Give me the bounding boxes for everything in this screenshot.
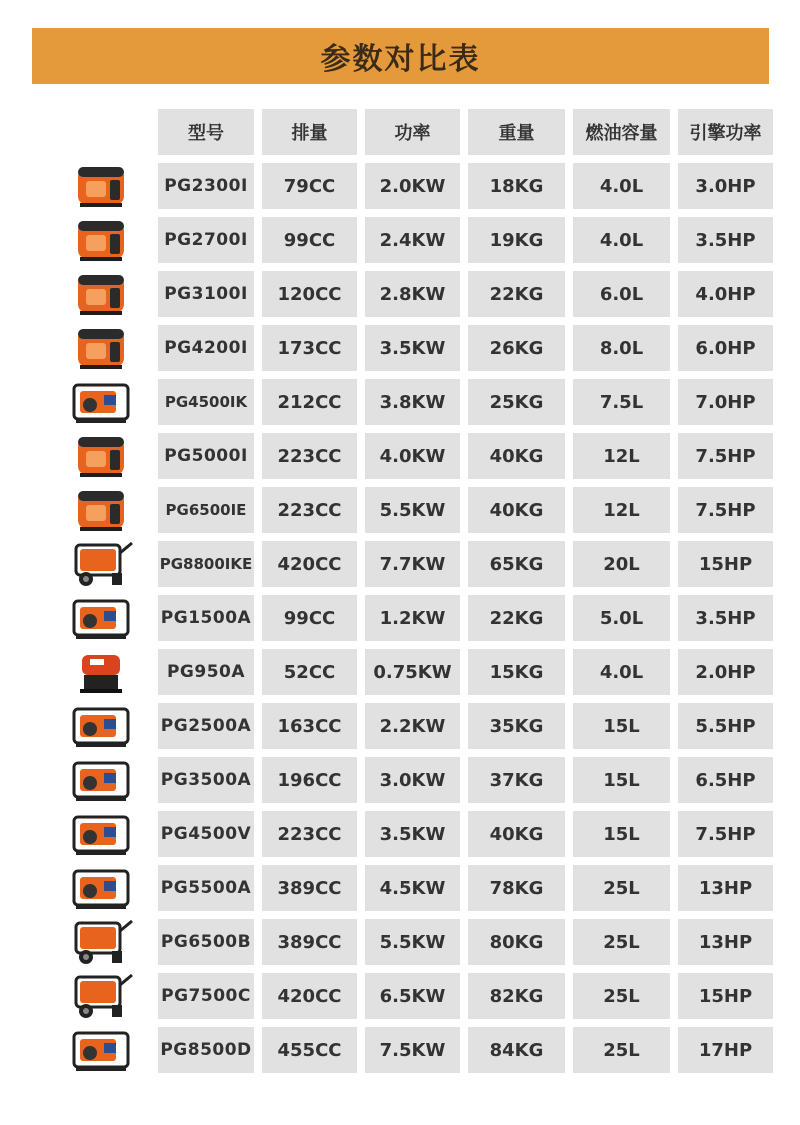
cell-fuel-capacity: 25L xyxy=(573,865,670,911)
header-displacement: 排量 xyxy=(262,109,357,155)
cell-fuel-capacity: 8.0L xyxy=(573,325,670,371)
cell-fuel-capacity: 20L xyxy=(573,541,670,587)
cell-model: PG1500A xyxy=(158,595,254,641)
cell-displacement: 99CC xyxy=(262,595,357,641)
cell-displacement: 163CC xyxy=(262,703,357,749)
cell-power: 3.0KW xyxy=(365,757,460,803)
inverter-generator-icon xyxy=(66,269,136,319)
cell-fuel-capacity: 5.0L xyxy=(573,595,670,641)
inverter-generator-icon xyxy=(66,485,136,535)
wheeled-generator-icon xyxy=(66,539,136,589)
cell-fuel-capacity: 15L xyxy=(573,811,670,857)
open-frame-generator-icon xyxy=(66,755,136,805)
cell-model: PG5000I xyxy=(158,433,254,479)
cell-model: PG2700I xyxy=(158,217,254,263)
cell-displacement: 223CC xyxy=(262,433,357,479)
header-engine-power: 引擎功率 xyxy=(678,109,773,155)
cell-power: 5.5KW xyxy=(365,487,460,533)
open-frame-generator-icon xyxy=(66,593,136,643)
cell-model: PG4500V xyxy=(158,811,254,857)
cell-power: 2.0KW xyxy=(365,163,460,209)
cell-weight: 22KG xyxy=(468,271,565,317)
comparison-table xyxy=(158,109,773,1073)
cell-fuel-capacity: 25L xyxy=(573,1027,670,1073)
cell-fuel-capacity: 4.0L xyxy=(573,649,670,695)
wheeled-generator-icon xyxy=(66,917,136,967)
cell-engine-power: 13HP xyxy=(678,865,773,911)
cell-power: 2.8KW xyxy=(365,271,460,317)
cell-weight: 78KG xyxy=(468,865,565,911)
cell-power: 1.2KW xyxy=(365,595,460,641)
cell-displacement: 389CC xyxy=(262,919,357,965)
cell-engine-power: 17HP xyxy=(678,1027,773,1073)
open-frame-generator-icon xyxy=(66,863,136,913)
cell-power: 3.5KW xyxy=(365,811,460,857)
cell-displacement: 223CC xyxy=(262,487,357,533)
cell-engine-power: 3.0HP xyxy=(678,163,773,209)
cell-weight: 15KG xyxy=(468,649,565,695)
cell-power: 2.4KW xyxy=(365,217,460,263)
header-weight: 重量 xyxy=(468,109,565,155)
cell-fuel-capacity: 4.0L xyxy=(573,163,670,209)
cell-power: 7.5KW xyxy=(365,1027,460,1073)
cell-displacement: 455CC xyxy=(262,1027,357,1073)
cell-weight: 40KG xyxy=(468,433,565,479)
cell-displacement: 223CC xyxy=(262,811,357,857)
cell-fuel-capacity: 12L xyxy=(573,487,670,533)
cell-fuel-capacity: 7.5L xyxy=(573,379,670,425)
cell-model: PG3500A xyxy=(158,757,254,803)
cell-displacement: 79CC xyxy=(262,163,357,209)
cell-power: 4.0KW xyxy=(365,433,460,479)
mini-generator-icon xyxy=(66,647,136,697)
cell-engine-power: 13HP xyxy=(678,919,773,965)
cell-power: 3.8KW xyxy=(365,379,460,425)
cell-displacement: 389CC xyxy=(262,865,357,911)
cell-model: PG3100I xyxy=(158,271,254,317)
cell-engine-power: 3.5HP xyxy=(678,217,773,263)
open-frame-generator-icon xyxy=(66,701,136,751)
wheeled-generator-icon xyxy=(66,971,136,1021)
cell-model: PG8800IKE xyxy=(158,541,254,587)
cell-power: 7.7KW xyxy=(365,541,460,587)
cell-fuel-capacity: 4.0L xyxy=(573,217,670,263)
cell-model: PG6500B xyxy=(158,919,254,965)
cell-displacement: 420CC xyxy=(262,541,357,587)
cell-displacement: 420CC xyxy=(262,973,357,1019)
cell-fuel-capacity: 25L xyxy=(573,919,670,965)
cell-weight: 22KG xyxy=(468,595,565,641)
cell-engine-power: 15HP xyxy=(678,973,773,1019)
cell-weight: 26KG xyxy=(468,325,565,371)
open-frame-generator-icon xyxy=(66,377,136,427)
cell-engine-power: 7.5HP xyxy=(678,433,773,479)
cell-model: PG7500C xyxy=(158,973,254,1019)
cell-engine-power: 4.0HP xyxy=(678,271,773,317)
cell-model: PG8500D xyxy=(158,1027,254,1073)
cell-engine-power: 3.5HP xyxy=(678,595,773,641)
cell-engine-power: 7.5HP xyxy=(678,487,773,533)
cell-fuel-capacity: 15L xyxy=(573,703,670,749)
cell-model: PG5500A xyxy=(158,865,254,911)
cell-engine-power: 6.5HP xyxy=(678,757,773,803)
inverter-generator-icon xyxy=(66,431,136,481)
header-fuel-capacity: 燃油容量 xyxy=(573,109,670,155)
title-banner xyxy=(32,28,769,84)
cell-displacement: 212CC xyxy=(262,379,357,425)
cell-model: PG6500IE xyxy=(158,487,254,533)
cell-weight: 19KG xyxy=(468,217,565,263)
cell-displacement: 196CC xyxy=(262,757,357,803)
open-frame-generator-icon xyxy=(66,1025,136,1075)
cell-weight: 35KG xyxy=(468,703,565,749)
cell-weight: 80KG xyxy=(468,919,565,965)
cell-model: PG4200I xyxy=(158,325,254,371)
cell-weight: 37KG xyxy=(468,757,565,803)
cell-power: 3.5KW xyxy=(365,325,460,371)
cell-engine-power: 6.0HP xyxy=(678,325,773,371)
cell-fuel-capacity: 12L xyxy=(573,433,670,479)
cell-power: 5.5KW xyxy=(365,919,460,965)
page-title: 参数对比表 xyxy=(320,42,481,77)
cell-engine-power: 7.5HP xyxy=(678,811,773,857)
header-model: 型号 xyxy=(158,109,254,155)
cell-model: PG2500A xyxy=(158,703,254,749)
cell-model: PG2300I xyxy=(158,163,254,209)
inverter-generator-icon xyxy=(66,323,136,373)
cell-weight: 18KG xyxy=(468,163,565,209)
cell-power: 4.5KW xyxy=(365,865,460,911)
cell-displacement: 52CC xyxy=(262,649,357,695)
cell-power: 2.2KW xyxy=(365,703,460,749)
inverter-generator-icon xyxy=(66,161,136,211)
inverter-generator-icon xyxy=(66,215,136,265)
cell-weight: 84KG xyxy=(468,1027,565,1073)
cell-fuel-capacity: 6.0L xyxy=(573,271,670,317)
cell-displacement: 173CC xyxy=(262,325,357,371)
cell-power: 6.5KW xyxy=(365,973,460,1019)
cell-fuel-capacity: 15L xyxy=(573,757,670,803)
cell-displacement: 99CC xyxy=(262,217,357,263)
cell-engine-power: 7.0HP xyxy=(678,379,773,425)
cell-fuel-capacity: 25L xyxy=(573,973,670,1019)
cell-power: 0.75KW xyxy=(365,649,460,695)
cell-engine-power: 15HP xyxy=(678,541,773,587)
cell-displacement: 120CC xyxy=(262,271,357,317)
cell-model: PG4500IK xyxy=(158,379,254,425)
cell-engine-power: 5.5HP xyxy=(678,703,773,749)
open-frame-generator-icon xyxy=(66,809,136,859)
cell-weight: 25KG xyxy=(468,379,565,425)
header-power: 功率 xyxy=(365,109,460,155)
cell-weight: 40KG xyxy=(468,487,565,533)
cell-weight: 65KG xyxy=(468,541,565,587)
cell-engine-power: 2.0HP xyxy=(678,649,773,695)
cell-weight: 82KG xyxy=(468,973,565,1019)
cell-weight: 40KG xyxy=(468,811,565,857)
cell-model: PG950A xyxy=(158,649,254,695)
